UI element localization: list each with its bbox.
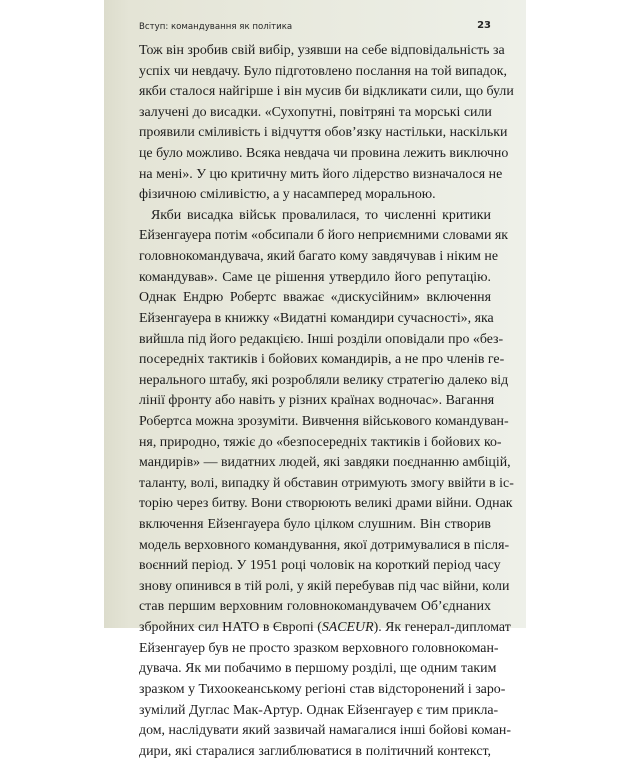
text-line: лінії фронту або навіть у різних країнах водночас». Вагання — [139, 393, 495, 409]
text-line: зразком у Тихоокеанському регіоні став відсторонений і заро- — [139, 681, 506, 697]
running-header — [139, 20, 491, 34]
text-line: Ейзенгауера в книжку «Видатні командири сучасності», яка — [139, 310, 494, 326]
text-line: дири, які старалися заглиблюватися в політичний контекст, — [139, 743, 491, 759]
text-line-saceur — [139, 618, 511, 639]
text-line: Робертса можна зрозуміти. Вивчення військового командуван- — [139, 413, 509, 429]
text-line: нерального штабу, які розробляли велику стратегію далеко від — [139, 372, 509, 388]
text-line: модель верховного командування, якої дотримувалися в після- — [139, 537, 510, 553]
text-line: дувача. Як ми побачимо в першому розділі, ще одним таким — [139, 661, 497, 677]
text-line: Ейзенгауер був не просто зразком верховного головнокоман- — [139, 640, 499, 656]
book-page — [104, 0, 526, 759]
text-line: головнокомандувача, який багато кому завдячував і ніким не — [139, 249, 498, 265]
text-line: командував». Саме це рішення утвердило його репутацію. — [139, 269, 491, 285]
text-line: мандирів» — видатних людей, які завдяки поєднанню амбіцій, — [139, 455, 511, 471]
page-number: 23 — [477, 20, 491, 31]
body-text — [139, 41, 514, 762]
text-line: ня, природно, тяжіє до «безпосередніх тактиків і бойових ко- — [139, 434, 502, 450]
text-line: фізичною сміливістю, а у насамперед моральною. — [139, 187, 436, 203]
text-line: став першим верховним головнокомандувачем Об’єднаних — [139, 599, 491, 615]
text-line: вийшла під його редакцією. Інші розділи оповідали про «без- — [139, 331, 504, 347]
text-line: торію через битву. Вони створюють великі драми війни. Однак — [139, 496, 513, 512]
text-line: якби сталося найгірше і він мусив би відкликати сили, що були — [139, 84, 514, 100]
text-line: таланту, волі, випадку й обставин отримують змогу ввійти в іс- — [139, 475, 514, 491]
paragraph-2 — [139, 206, 514, 762]
text-line: Тож він зробив свій вибір, узявши на себе відповідальність за — [139, 43, 505, 58]
text-line: зумілий Дуглас Мак-Артур. Однак Ейзенгауер є тим прикла- — [139, 702, 499, 718]
text-line: проявили сміливість і відчуття обов’язку настільки, наскільки — [139, 125, 508, 141]
paragraph-1 — [139, 41, 514, 206]
text-line: Однак Ендрю Робертс вважає «дискусійним» включення — [139, 290, 491, 306]
text-segment: збройних сил НАТО в Європі ( — [139, 620, 322, 636]
text-line: Якби висадка військ провалилася, то численні критики — [151, 207, 491, 223]
text-line: включення Ейзенгауера було цілком слушним. Він створив — [139, 517, 491, 533]
text-line: успіх чи невдачу. Було підготовлено послання на той випадок, — [139, 63, 507, 79]
text-line: залучені до висадки. «Сухопутні, повітряні та морські сили — [139, 104, 492, 120]
text-segment: ). Як генерал-дипломат — [373, 620, 511, 636]
text-line: Ейзенгауера потім «обсипали б його неприємними словами як — [139, 228, 509, 244]
text-line: на мені». У цю критичну мить його лідерство визначалося не — [139, 166, 503, 182]
saceur-abbreviation: SACEUR — [321, 620, 374, 636]
text-line: дом, наслідувати який зазвичай намагалися інші бойові коман- — [139, 723, 511, 739]
text-line: це було можливо. Всяка невдача чи провина лежить виключно — [139, 146, 509, 162]
text-line: воєнний період. У 1951 році чоловік на короткий період часу — [139, 558, 501, 574]
text-line: знову опинився в тій ролі, у якій перебував під час війни, коли — [139, 578, 510, 594]
text-line: посередніх тактиків і бойових командирів, а не про членів ге- — [139, 352, 505, 368]
chapter-title: Вступ: командування як політика — [139, 22, 293, 32]
